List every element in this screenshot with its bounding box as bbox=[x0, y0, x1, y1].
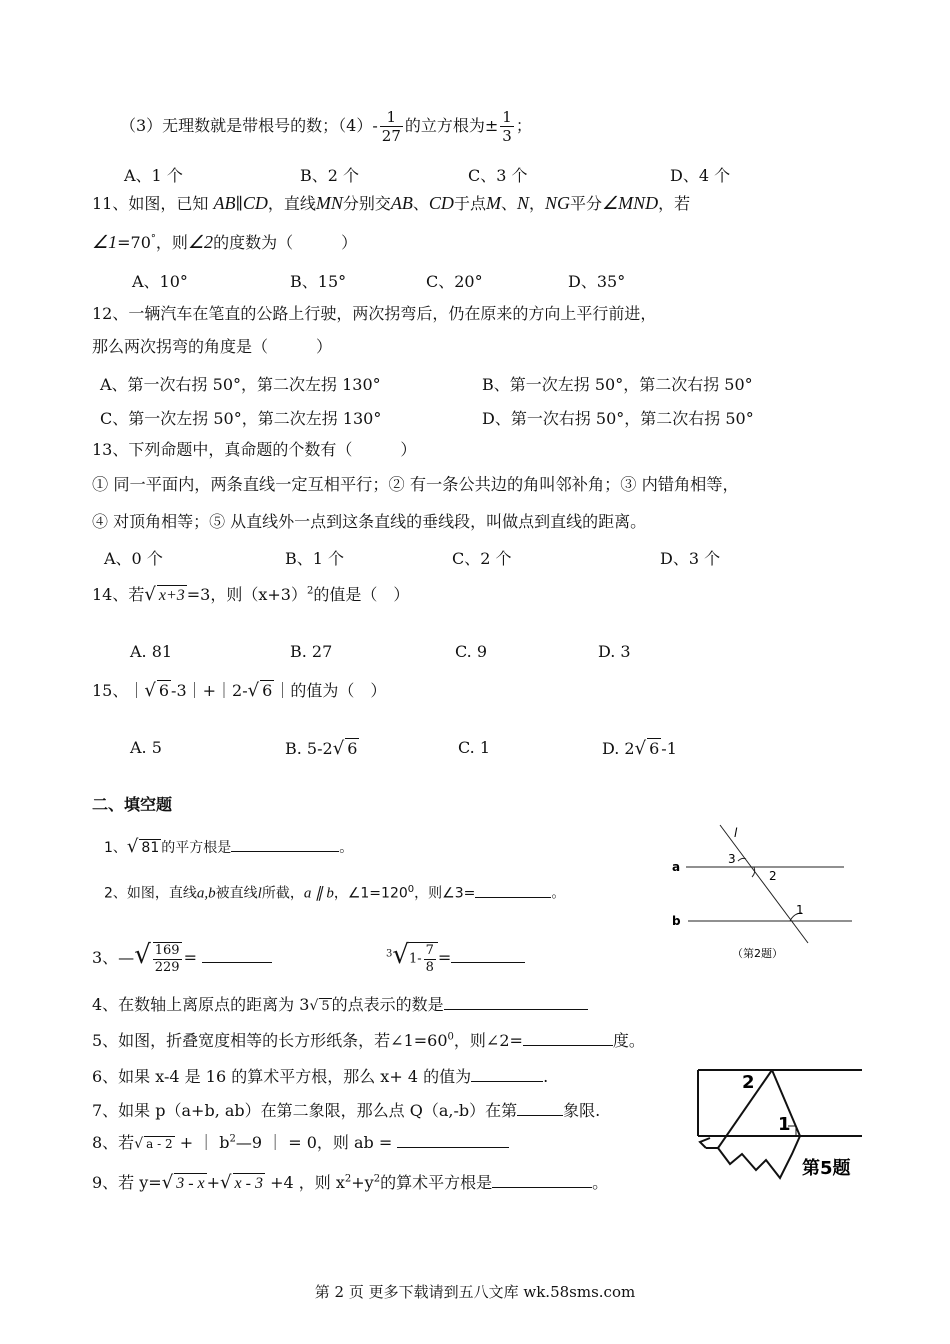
figure-5-folded-strip bbox=[692, 1066, 872, 1186]
fill-1-blank bbox=[231, 851, 339, 852]
q15-option-c: C. 1 bbox=[458, 738, 491, 757]
q10-option-c: C、3 个 bbox=[468, 166, 528, 185]
torn-edge-left bbox=[700, 1138, 710, 1148]
q10-text-b: 的立方根为± bbox=[404, 116, 499, 135]
q14-radicand: x+3 bbox=[158, 587, 185, 604]
label-2: 2 bbox=[742, 1072, 755, 1093]
fraction-7-8: $\frac{7}{8}$ bbox=[425, 943, 434, 975]
q10-option-a: A、1 个 bbox=[124, 166, 183, 185]
q13-option-a: A、0 个 bbox=[104, 549, 163, 568]
q15-option-d: D. 2√ 6 -1 bbox=[602, 738, 677, 759]
fill-3-blank-1 bbox=[202, 962, 272, 963]
q13-line-2: ① 同一平面内，两条直线一定互相平行；② 有一条公共边的角叫邻补角；③ 内错角相等， bbox=[92, 475, 739, 494]
q10-option-d: D、4 个 bbox=[670, 166, 731, 185]
q10-statements: （3）无理数就是带根号的数；（4）- $\frac{1}{27}$ 的立方根为± $\frac{1}{3}$ ； bbox=[120, 108, 532, 145]
fill-6-blank bbox=[471, 1081, 543, 1082]
fill-8: 8、若√ a - 2 + ｜ $b^2—9$ ｜ = 0，则 ab = bbox=[92, 1133, 509, 1153]
fill-3-cuberoot: $^3$√1- $\frac{7}{8}$ = bbox=[386, 940, 525, 976]
label-1: 1 bbox=[796, 903, 804, 917]
q12-option-a: A、第一次右拐 50°，第二次左拐 130° bbox=[100, 375, 381, 394]
fraction-169-229: $\frac{169}{229}$ bbox=[154, 942, 180, 975]
fill-6: 6、如果 x-4 是 16 的算术平方根，那么 x+ 4 的值为 . bbox=[92, 1067, 549, 1086]
fill-4-blank bbox=[444, 1009, 588, 1010]
q12-option-c: C、第一次左拐 50°，第二次左拐 130° bbox=[100, 409, 382, 428]
q13-option-d: D、3 个 bbox=[660, 549, 721, 568]
label-l: l bbox=[734, 826, 738, 840]
q14-option-c: C. 9 bbox=[455, 642, 488, 661]
q12-line-2: 那么两次拐弯的角度是（ ） bbox=[92, 337, 333, 356]
q11-line-2: ∠1=70°，则∠2的度数为（ ） bbox=[92, 232, 358, 252]
fill-3: 3、—√ $\frac{169}{229}$ = bbox=[92, 940, 272, 975]
q13-option-b: B、1 个 bbox=[285, 549, 345, 568]
q15-option-a: A. 5 bbox=[130, 738, 162, 757]
label-a: a bbox=[672, 860, 681, 874]
q11-option-b: B、15° bbox=[290, 272, 347, 291]
fill-7-blank bbox=[517, 1115, 563, 1116]
fill-5: 5、如图，折叠宽度相等的长方形纸条，若$\angle 1=60^0$，则∠2= 度。 bbox=[92, 1031, 645, 1050]
q11-option-a: A、10° bbox=[132, 272, 188, 291]
q12-line-1: 12、一辆汽车在笔直的公路上行驶，两次拐弯后，仍在原来的方向上平行前进， bbox=[92, 304, 657, 323]
fill-9-blank bbox=[492, 1187, 592, 1188]
transversal-l bbox=[720, 825, 808, 943]
figure-2-caption: （第2题） bbox=[732, 947, 783, 960]
fraction-1-3: $\frac{1}{3}$ bbox=[502, 108, 512, 145]
q15-question: 15、｜√ 6 -3｜+｜2-√ 6 ｜的值为（ ） bbox=[92, 680, 387, 701]
fill-2: 2、如图，直线a,b被直线l所截，a ∥ b，$\angle 1=120^0$，则∠3= 。 bbox=[104, 884, 566, 902]
fill-3-blank-2 bbox=[451, 962, 525, 963]
q11-option-d: D、35° bbox=[568, 272, 626, 291]
label-3: 3 bbox=[728, 852, 736, 866]
angle-3-arc bbox=[738, 858, 746, 861]
q14-option-b: B. 27 bbox=[290, 642, 333, 661]
q13-option-c: C、2 个 bbox=[452, 549, 512, 568]
figure-2-parallel-lines bbox=[666, 823, 866, 963]
q13-line-3: ④ 对顶角相等；⑤ 从直线外一点到这条直线的垂线段，叫做点到直线的距离。 bbox=[92, 512, 647, 531]
fill-9: 9、若 y=√ 3 - x +√ x - 3 +4 ，则 $x^2+y^2$的算术平方根是 。 bbox=[92, 1172, 609, 1193]
torn-edge bbox=[706, 1136, 800, 1178]
fill-7: 7、如果 p（a+b, ab）在第二象限，那么点 Q（a,-b）在第 象限. bbox=[92, 1101, 601, 1120]
q12-option-b: B、第一次左拐 50°，第二次右拐 50° bbox=[482, 375, 753, 394]
q12-option-d: D、第一次右拐 50°，第二次右拐 50° bbox=[482, 409, 754, 428]
fill-8-blank bbox=[397, 1147, 509, 1148]
q11-option-c: C、20° bbox=[426, 272, 483, 291]
label-1: 1 bbox=[778, 1114, 791, 1135]
q11-line-1: 11、如图，已知 AB∥CD，直线MN分别交AB、CD于点M、N，NG平分∠MND，若 bbox=[92, 193, 691, 213]
label-b: b bbox=[672, 914, 681, 928]
q14-option-a: A. 81 bbox=[130, 642, 173, 661]
label-2: 2 bbox=[769, 869, 777, 883]
q15-option-b: B. 5-2√ 6 bbox=[285, 738, 358, 759]
fill-4: 4、在数轴上离原点的距离为 3√ 5 的点表示的数是 bbox=[92, 995, 588, 1015]
fill-2-blank bbox=[475, 897, 551, 898]
q10-text-a: （3）无理数就是带根号的数；（4）- bbox=[120, 116, 378, 135]
fill-5-blank bbox=[523, 1045, 613, 1046]
q14-option-d: D. 3 bbox=[598, 642, 631, 661]
fill-1: 1、√ 81 的平方根是 。 bbox=[104, 836, 354, 857]
q10-option-b: B、2 个 bbox=[300, 166, 360, 185]
section-title: 二、填空题 bbox=[92, 795, 173, 814]
q13-line-1: 13、下列命题中，真命题的个数有（ ） bbox=[92, 440, 417, 459]
q14-question: 14、若√ x+3 =3，则$(x+3)^2$的值是（ ） bbox=[92, 584, 410, 605]
fraction-1-27: $\frac{1}{27}$ bbox=[381, 108, 401, 145]
page-footer: 第 2 页 更多下载请到五八文库 wk.58sms.com bbox=[314, 1283, 636, 1301]
figure-5-caption: 第5题 bbox=[802, 1158, 851, 1179]
